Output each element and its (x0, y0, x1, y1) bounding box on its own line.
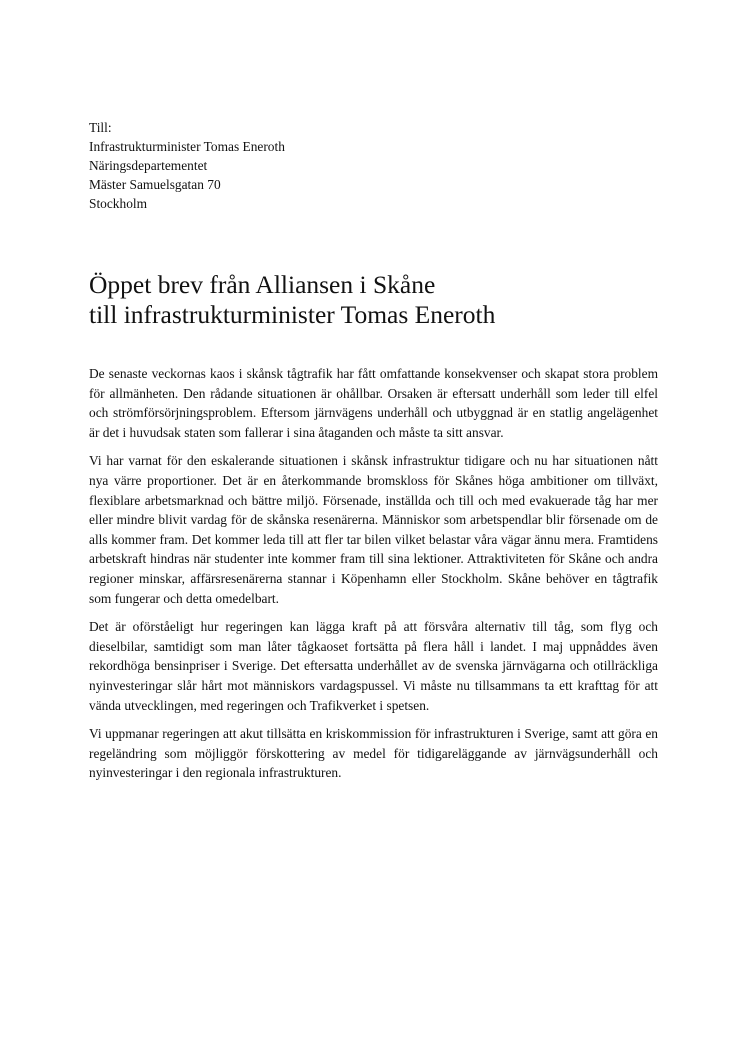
recipient-address (89, 118, 285, 213)
address-line-street: Mäster Samuelsgatan 70 (89, 177, 221, 192)
address-line-recipient: Infrastrukturminister Tomas Eneroth (89, 139, 285, 154)
title-line-1: Öppet brev från Alliansen i Skåne (89, 270, 436, 299)
body-paragraph-1: De senaste veckornas kaos i skånsk tågtrafik har fått omfattande konsekvenser och skapat stora problem för allmänheten. Den rådande situationen är ohållbar. Orsaken är eftersatt underhåll som leder till elfel och strömförsörjningsproblem. Eftersom järnvägens underhåll och utbyggnad är en statlig angelägenhet är det i huvudsak staten som fallerar i sina åtaganden och måste ta sitt ansvar. (89, 366, 658, 440)
address-line-department: Näringsdepartementet (89, 158, 208, 173)
letter-title (89, 270, 495, 330)
body-paragraph-4: Vi uppmanar regeringen att akut tillsätta en kriskommission för infrastrukturen i Sverige, samt att göra en regeländring som möjliggör förskottering av medel för tidigareläggande av järnvägsunderhåll och nyinvesteringar i den regionala infrastrukturen. (89, 726, 658, 781)
address-line-city: Stockholm (89, 196, 148, 211)
body-paragraph-2: Vi har varnat för den eskalerande situationen i skånsk infrastruktur tidigare och nu har situationen nått nya värre proportioner. Det är en återkommande bromskloss för Skånes höga ambitioner om tillväxt, flexiblare arbetsmarknad och bättre miljö. Försenade, inställda och till och med evakuerade tåg har mer eller mindre blivit vardag för de skånska resenärerna. Människor som arbetspendlar blir försenade om de alls kommer fram. Det kommer leda till att fler tar bilen vilket belastar våra vägar ännu mera. Framtidens arbetskraft hindras när studenter inte kommer fram till sina lektioner. Attraktiviteten för Skåne och andra regioner minskar, affärsresenärerna stannar i Köpenhamn eller Stockholm. Skåne behöver en tågtrafik som fungerar och detta omedelbart. (89, 453, 658, 606)
body-paragraph-3: Det är oförståeligt hur regeringen kan lägga kraft på att försvåra alternativ till tåg, som flyg och dieselbilar, samtidigt som man låter tågkaoset fortsätta på flera håll i landet. I maj uppnåddes även rekordhöga bensinpriser i Sverige. Det eftersatta underhållet av de svenska järnvägarna och otillräckliga nyinvesteringar slår hårt mot människors vardagspussel. Vi måste nu tillsammans ta ett krafttag för att vända utvecklingen, med regeringen och Trafikverket i spetsen. (89, 619, 658, 713)
title-line-2: till infrastrukturminister Tomas Eneroth (89, 300, 496, 329)
letter-body (89, 364, 658, 792)
address-line-to: Till: (89, 120, 112, 135)
